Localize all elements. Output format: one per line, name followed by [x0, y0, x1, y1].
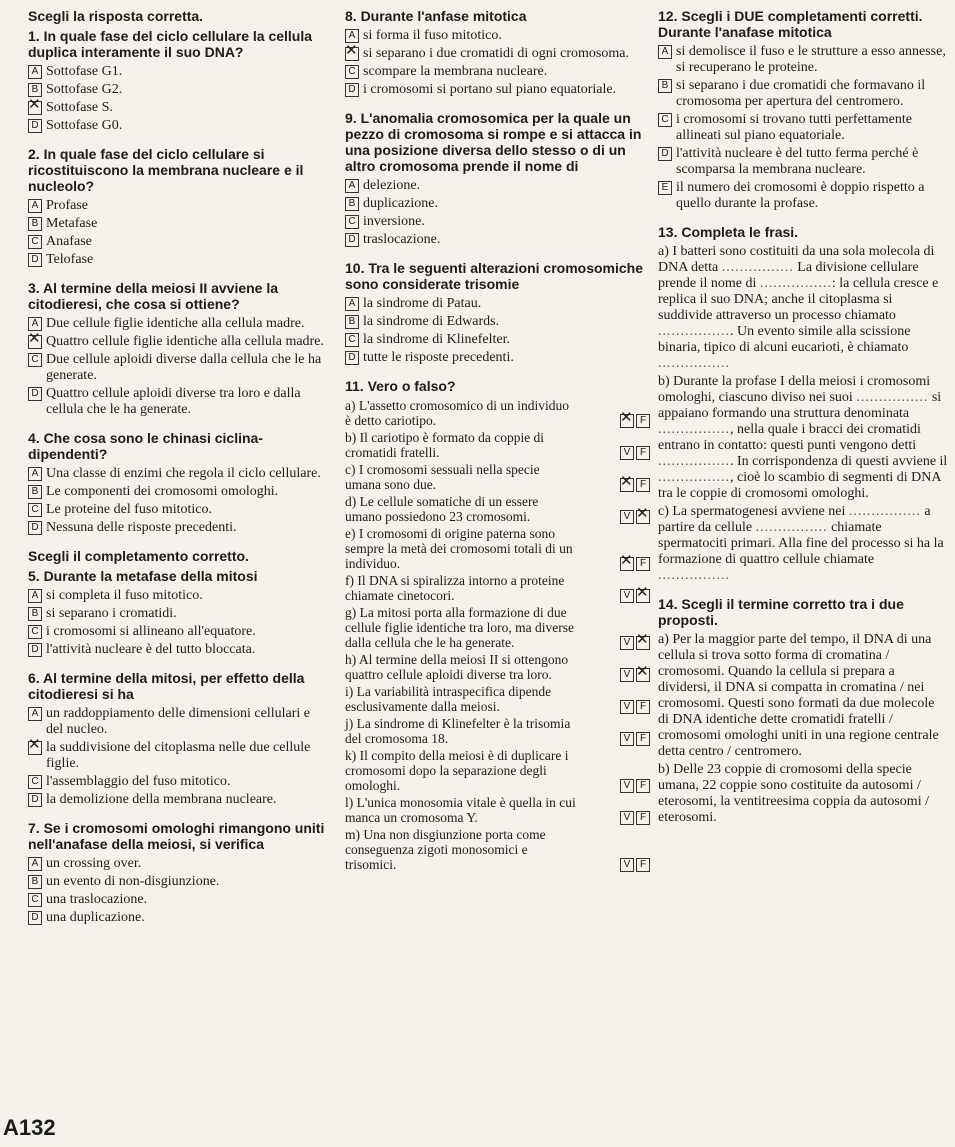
option-b[interactable]: B un evento di non-disgiunzione. [28, 874, 328, 890]
question-14 [658, 596, 948, 826]
true-box[interactable]: V [620, 811, 634, 825]
true-box[interactable] [620, 414, 634, 428]
tf-item-h: h) Al termine della meiosi II si ottengono quattro cellule aploidi diverse tra loro. V ✕ [345, 652, 650, 682]
tf-item-m: m) Una non disgiunzione porta come conseguenza zigoti monosomici e trisomici. V F [345, 827, 650, 872]
question-2 [28, 146, 328, 268]
fill-paragraph-a: a) I batteri sono costituiti da una sola molecola di DNA detta ................ La divisione cellulare prende il nome di ................: la cellula cresce e replica il suo DNA; anche il citoplasma si suddivide attraverso un processo chiamato ................. Un evento simile alla scissione binaria, tipico di alcuni eucarioti, è chiamato ................ [658, 244, 939, 371]
question-text: 12. Scegli i DUE completamenti corretti. Durante l'anafase mitotica [658, 8, 923, 40]
option-b[interactable]: ✕ la suddivisione del citoplasma nelle due cellule figlie. [28, 740, 328, 772]
true-box[interactable]: V [620, 779, 634, 793]
question-5 [28, 568, 328, 658]
question-4 [28, 430, 328, 536]
option-c[interactable]: C Anafase [28, 234, 328, 250]
question-text: 1. In quale fase del ciclo cellulare la cellula duplica interamente il suo DNA? [28, 28, 313, 60]
option-a[interactable]: A un raddoppiamento delle dimensioni cellulari e del nucleo. [28, 706, 328, 738]
checkbox-checked[interactable] [28, 741, 42, 755]
true-box[interactable]: V [620, 636, 634, 650]
option-c[interactable]: C i cromosomi si trovano tutti perfettamente allineati sul piano equatoriale. [658, 112, 948, 144]
option-b[interactable]: B duplicazione. [345, 196, 650, 212]
option-b[interactable]: B Metafase [28, 216, 328, 232]
option-d[interactable]: D la demolizione della membrana nucleare. [28, 792, 328, 808]
question-3 [28, 280, 328, 418]
fill-paragraph-c: c) La spermatogenesi avviene nei ................ a partire da cellule ................ chiamate spermatociti primari. Alla fine del processo si ha la formazione di quattro cellule chiamate ................ [658, 504, 944, 583]
blank[interactable]: ................ [658, 324, 730, 339]
option-c[interactable]: C scompare la membrana nucleare. [345, 64, 650, 80]
column-middle [345, 8, 650, 874]
option-a[interactable]: A si demolisce il fuso e le strutture a esso annesse, si recuperano le proteine. [658, 44, 948, 76]
option-b[interactable]: B Sottofase G2. [28, 82, 328, 98]
question-text: 4. Che cosa sono le chinasi ciclina-dipendenti? [28, 430, 263, 462]
option-d[interactable]: D Sottofase G0. [28, 118, 328, 134]
question-7 [28, 820, 328, 926]
false-box[interactable]: F [636, 811, 650, 825]
false-box[interactable] [636, 636, 650, 650]
choice-paragraph-b: b) Delle 23 coppie di cromosomi della specie umana, 22 coppie sono costituite da autosomi / eterosomi, la ventitreesima coppia da autosomi / eterosomi. [658, 762, 929, 825]
option-a[interactable]: A Due cellule figlie identiche alla cellula madre. [28, 316, 328, 332]
question-text: 9. L'anomalia cromosomica per la quale un pezzo di cromosoma si rompe e si attacca in una posizione diversa dello stesso o di un altro cromosoma prende il nome di [345, 110, 642, 174]
question-text: 6. Al termine della mitosi, per effetto della citodieresi si ha [28, 670, 305, 702]
option-b[interactable]: B si separano i due cromatidi che formavano il cromosoma per apertura del centromero. [658, 78, 948, 110]
false-box[interactable]: F [636, 414, 650, 428]
question-6 [28, 670, 328, 808]
option-c[interactable]: ✕ Sottofase S. [28, 100, 328, 116]
option-a[interactable]: A Una classe di enzimi che regola il ciclo cellulare. [28, 466, 328, 482]
option-c[interactable]: C la sindrome di Klinefelter. [345, 332, 650, 348]
true-box[interactable]: V [620, 446, 634, 460]
blank[interactable]: ................ [721, 260, 794, 275]
blank[interactable]: ................ [759, 276, 832, 291]
question-10 [345, 260, 650, 366]
option-d[interactable]: D Quattro cellule aploidi diverse tra loro e dalla cellula che le ha generate. [28, 386, 328, 418]
question-text: 5. Durante la metafase della mitosi [28, 568, 258, 584]
question-text: 2. In quale fase del ciclo cellulare si ricostituiscono la membrana nucleare e il nucleolo? [28, 146, 304, 194]
tf-item-j: j) La sindrome di Klinefelter è la trisomia del cromosoma 18. V F [345, 716, 650, 746]
true-box[interactable]: V [620, 589, 634, 603]
tf-item-l: l) L'unica monosomia vitale è quella in cui manca un cromosoma Y. V F [345, 795, 650, 825]
false-box[interactable] [636, 589, 650, 603]
false-box[interactable]: F [636, 478, 650, 492]
checkbox-checked[interactable] [28, 101, 42, 115]
question-text: 7. Se i cromosomi omologhi rimangono uniti nell'anafase della meiosi, si verifica [28, 820, 325, 852]
question-title: 14. Scegli il termine corretto tra i due proposti. [658, 596, 904, 628]
option-a[interactable]: A delezione. [345, 178, 650, 194]
question-9 [345, 110, 650, 248]
option-c[interactable]: C Le proteine del fuso mitotico. [28, 502, 328, 518]
option-a[interactable]: A la sindrome di Patau. [345, 296, 650, 312]
question-1 [28, 28, 328, 134]
option-c[interactable]: C l'assemblaggio del fuso mitotico. [28, 774, 328, 790]
column-left [28, 8, 328, 928]
option-d[interactable]: D tutte le risposte precedenti. [345, 350, 650, 366]
section-header: Scegli la risposta corretta. [28, 8, 204, 24]
question-11 [345, 378, 650, 872]
blank[interactable]: ................ [856, 390, 929, 405]
true-box[interactable]: V [620, 700, 634, 714]
question-text: 11. Vero o falso? [345, 378, 456, 394]
false-box[interactable]: F [636, 446, 650, 460]
false-box[interactable]: F [636, 779, 650, 793]
option-a[interactable]: A Sottofase G1. [28, 64, 328, 80]
true-box[interactable]: V [620, 732, 634, 746]
tf-item-g: g) La mitosi porta alla formazione di due cellule figlie identiche tra loro, ma diverse dalla cellula che le ha generate. V ✕ [345, 605, 650, 650]
section-header: Scegli il completamento corretto. [28, 548, 249, 564]
false-box[interactable]: F [636, 700, 650, 714]
option-d[interactable]: D l'attività nucleare è del tutto ferma perché è scomparsa la membrana nucleare. [658, 146, 948, 178]
blank[interactable]: ................ [755, 520, 828, 535]
true-box[interactable] [620, 478, 634, 492]
tf-item-a: a) L'assetto cromosomico di un individuo è detto cariotipo. ✕ F [345, 398, 650, 428]
option-b[interactable]: B Le componenti dei cromosomi omologhi. [28, 484, 328, 500]
question-text: 8. Durante l'anfase mitotica [345, 8, 527, 24]
blank[interactable]: ................ [848, 504, 921, 519]
true-box[interactable]: V [620, 510, 634, 524]
blank[interactable]: ................ [658, 422, 730, 437]
option-a[interactable]: A si completa il fuso mitotico. [28, 588, 328, 604]
tf-item-d: d) Le cellule somatiche di un essere umano possiedono 23 cromosomi. V ✕ [345, 494, 650, 524]
question-12 [658, 8, 948, 212]
false-box[interactable]: F [636, 858, 650, 872]
blank[interactable]: ................ [658, 568, 730, 583]
option-d[interactable]: D traslocazione. [345, 232, 650, 248]
option-d[interactable]: D l'attività nucleare è del tutto bloccata. [28, 642, 328, 658]
option-b[interactable]: B la sindrome di Edwards. [345, 314, 650, 330]
fill-paragraph-b: b) Durante la profase I della meiosi i cromosomi omologhi, ciascuno diviso nei suoi ................ si appaiano formando una struttura denominata ................, nella quale i bracci dei cromatidi entrano in contatto: questi punti vengono detti ................. In corrispondenza di questi avviene il ................, cioè lo scambio di segmenti di DNA tra le coppie di cromosomi omologhi. [658, 374, 948, 501]
option-c[interactable]: C una traslocazione. [28, 892, 328, 908]
false-box[interactable]: F [636, 732, 650, 746]
page-number: A132 [3, 1115, 56, 1140]
option-a[interactable]: A Profase [28, 198, 328, 214]
tf-item-c: c) I cromosomi sessuali nella specie umana sono due. ✕ F [345, 462, 650, 492]
blank[interactable]: ................ [658, 356, 730, 371]
option-d[interactable]: D i cromosomi si portano sul piano equatoriale. [345, 82, 650, 98]
choice-paragraph-a: a) Per la maggior parte del tempo, il DNA di una cellula si trova sotto forma di cromatina / cromosomi. Quando la cellula si prepara a dividersi, il DNA si compatta in cromatina / nei cromosomi. Questi sono formati da due molecole di DNA identiche dette cromatidi fratelli / cromosomi omologhi uniti in una regione centrale detta centro / centromero. [658, 632, 939, 759]
true-box[interactable] [620, 557, 634, 571]
option-b[interactable]: B si separano i cromatidi. [28, 606, 328, 622]
tf-item-e: e) I cromosomi di origine paterna sono sempre la metà dei cromosomi totali di un individuo. ✕ F [345, 526, 650, 571]
option-c[interactable]: C i cromosomi si allineano all'equatore. [28, 624, 328, 640]
checkbox-checked[interactable] [345, 47, 359, 61]
option-d[interactable]: D Telofase [28, 252, 328, 268]
false-box[interactable] [636, 668, 650, 682]
option-d[interactable]: D una duplicazione. [28, 910, 328, 926]
blank[interactable]: ................ [658, 470, 730, 485]
option-b[interactable]: ✕ Quattro cellule figlie identiche alla cellula madre. [28, 334, 328, 350]
question-text: 10. Tra le seguenti alterazioni cromosomiche sono considerate trisomie [345, 260, 643, 292]
option-c[interactable]: C Due cellule aploidi diverse dalla cellula che le ha generate. [28, 352, 328, 384]
tf-item-i: i) La variabilità intraspecifica dipende esclusivamente dalla meiosi. V F [345, 684, 650, 714]
tf-item-f: f) Il DNA si spiralizza intorno a proteine chiamate cinetocori. V ✕ [345, 573, 650, 603]
false-box[interactable] [636, 510, 650, 524]
tf-item-k: k) Il compito della meiosi è di duplicare i cromosomi dopo la separazione degli omologhi. V F [345, 748, 650, 793]
question-8 [345, 8, 650, 98]
tf-item-b: b) Il cariotipo è formato da coppie di cromatidi fratelli. V F [345, 430, 650, 460]
column-right [658, 8, 948, 828]
option-c[interactable]: C inversione. [345, 214, 650, 230]
checkbox-checked[interactable] [28, 335, 42, 349]
option-a[interactable]: A si forma il fuso mitotico. [345, 28, 650, 44]
blank[interactable]: ................ [658, 454, 730, 469]
option-b[interactable]: ✕ si separano i due cromatidi di ogni cromosoma. [345, 46, 650, 62]
true-box[interactable]: V [620, 668, 634, 682]
option-d[interactable]: D Nessuna delle risposte precedenti. [28, 520, 328, 536]
question-text: 3. Al termine della meiosi II avviene la citodieresi, che cosa si ottiene? [28, 280, 279, 312]
false-box[interactable]: F [636, 557, 650, 571]
option-e[interactable]: E il numero dei cromosomi è doppio rispetto a quello durante la profase. [658, 180, 948, 212]
question-13 [658, 224, 948, 584]
true-box[interactable]: V [620, 858, 634, 872]
question-title: 13. Completa le frasi. [658, 224, 799, 240]
option-a[interactable]: A un crossing over. [28, 856, 328, 872]
